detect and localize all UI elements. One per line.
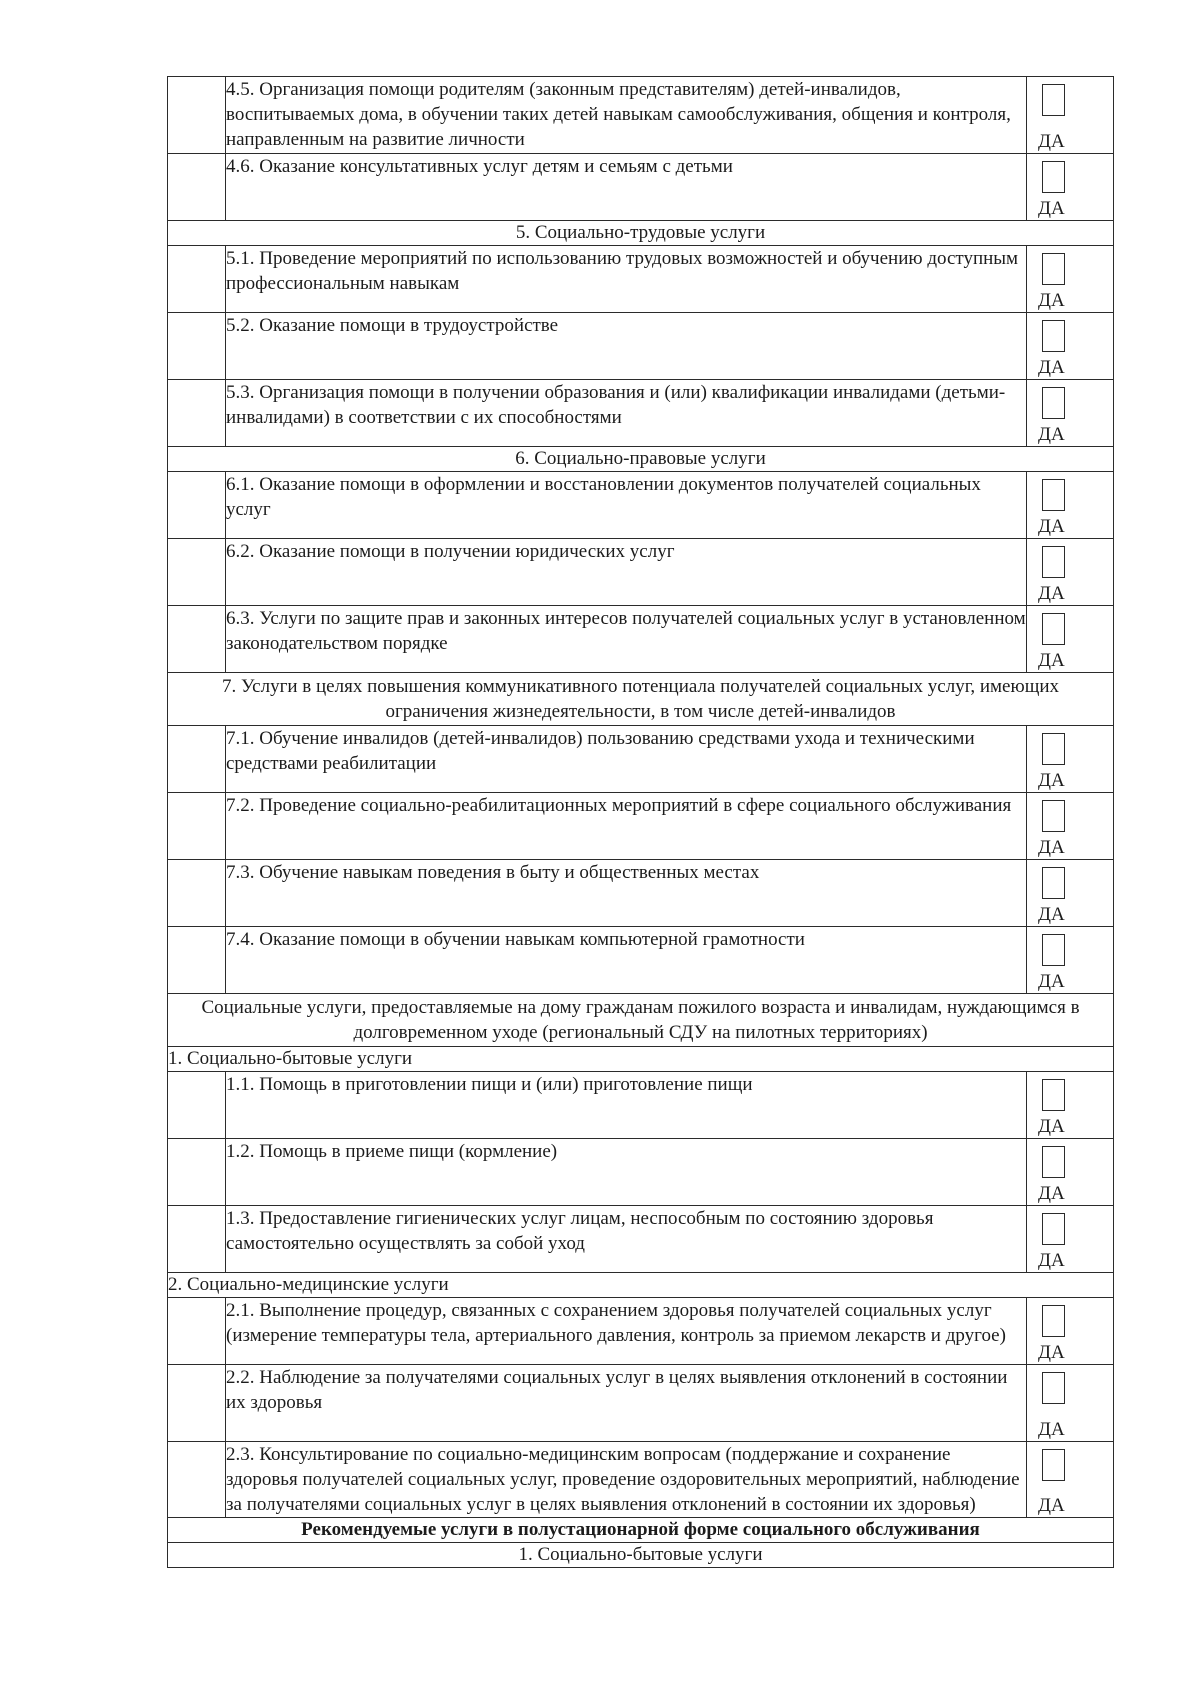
section-header-row [168, 221, 1114, 246]
yes-label: ДА [1038, 516, 1065, 537]
service-text: 1.2. Помощь в приеме пищи (кормление) [226, 1139, 1027, 1206]
yes-checkbox-cell[interactable] [1027, 726, 1114, 793]
service-text: 1.3. Предоставление гигиенических услуг лицам, неспособным по состоянию здоровья самостоятельно осуществлять за собой уход [226, 1206, 1027, 1273]
yes-checkbox[interactable] [1042, 161, 1065, 193]
row-number-cell [168, 539, 226, 606]
yes-checkbox-cell[interactable] [1027, 1206, 1114, 1273]
row-number-cell [168, 927, 226, 994]
yes-checkbox-cell[interactable] [1027, 539, 1114, 606]
service-row [168, 154, 1114, 221]
row-number-cell [168, 472, 226, 539]
section-header: 2. Социально-медицинские услуги [168, 1273, 1114, 1298]
service-text: 6.2. Оказание помощи в получении юридических услуг [226, 539, 1027, 606]
yes-label: ДА [1038, 650, 1065, 671]
row-number-cell [168, 1442, 226, 1518]
service-text: 5.2. Оказание помощи в трудоустройстве [226, 313, 1027, 380]
service-text: 5.1. Проведение мероприятий по использованию трудовых возможностей и обучению доступным профессиональным навыкам [226, 246, 1027, 313]
yes-label: ДА [1038, 290, 1065, 311]
service-row [168, 539, 1114, 606]
service-text: 4.6. Оказание консультативных услуг детям и семьям с детьми [226, 154, 1027, 221]
yes-label: ДА [1038, 971, 1065, 992]
section-header: 6. Социально-правовые услуги [168, 447, 1114, 472]
row-number-cell [168, 380, 226, 447]
service-row [168, 380, 1114, 447]
section-header: 7. Услуги в целях повышения коммуникативного потенциала получателей социальных услуг, имеющих ограничения жизнедеятельности, в том числе детей-инвалидов [168, 673, 1114, 726]
yes-checkbox-cell[interactable] [1027, 793, 1114, 860]
service-row [168, 1072, 1114, 1139]
yes-checkbox[interactable] [1042, 1372, 1065, 1404]
row-number-cell [168, 860, 226, 927]
yes-label: ДА [1038, 131, 1065, 152]
yes-checkbox-cell[interactable] [1027, 380, 1114, 447]
row-number-cell [168, 77, 226, 154]
yes-checkbox-cell[interactable] [1027, 927, 1114, 994]
yes-checkbox[interactable] [1042, 1079, 1065, 1111]
section-header: 5. Социально-трудовые услуги [168, 221, 1114, 246]
service-text: 5.3. Организация помощи в получении образования и (или) квалификации инвалидами (детьми-инвалидами) в соответствии с их способностями [226, 380, 1027, 447]
row-number-cell [168, 154, 226, 221]
section-header-row [168, 447, 1114, 472]
service-text: 1.1. Помощь в приготовлении пищи и (или) приготовление пищи [226, 1072, 1027, 1139]
section-header: Социальные услуги, предоставляемые на дому гражданам пожилого возраста и инвалидам, нуждающимся в долговременном уходе (региональный СДУ на пилотных территориях) [168, 994, 1114, 1047]
yes-checkbox[interactable] [1042, 800, 1065, 832]
row-number-cell [168, 313, 226, 380]
row-number-cell [168, 1365, 226, 1442]
yes-checkbox[interactable] [1042, 613, 1065, 645]
yes-checkbox-cell[interactable] [1027, 1442, 1114, 1518]
service-text: 2.1. Выполнение процедур, связанных с сохранением здоровья получателей социальных услуг (измерение температуры тела, артериального давления, контроль за приемом лекарств и другое) [226, 1298, 1027, 1365]
row-number-cell [168, 606, 226, 673]
yes-label: ДА [1038, 424, 1065, 445]
section-header-row [168, 1047, 1114, 1072]
service-row [168, 1365, 1114, 1442]
service-row [168, 793, 1114, 860]
row-number-cell [168, 1072, 226, 1139]
service-row [168, 1442, 1114, 1518]
yes-checkbox[interactable] [1042, 479, 1065, 511]
yes-checkbox[interactable] [1042, 84, 1065, 116]
yes-checkbox-cell[interactable] [1027, 1139, 1114, 1206]
section-header-row [168, 1273, 1114, 1298]
section-header: 1. Социально-бытовые услуги [168, 1543, 1114, 1568]
row-number-cell [168, 246, 226, 313]
row-number-cell [168, 793, 226, 860]
section-header-row [168, 994, 1114, 1047]
service-row [168, 927, 1114, 994]
yes-label: ДА [1038, 1419, 1065, 1440]
yes-checkbox[interactable] [1042, 733, 1065, 765]
yes-label: ДА [1038, 1342, 1065, 1363]
row-number-cell [168, 1139, 226, 1206]
yes-checkbox-cell[interactable] [1027, 472, 1114, 539]
row-number-cell [168, 726, 226, 793]
yes-label: ДА [1038, 198, 1065, 219]
section-header-row [168, 673, 1114, 726]
yes-label: ДА [1038, 1183, 1065, 1204]
yes-checkbox-cell[interactable] [1027, 1365, 1114, 1442]
service-text: 7.3. Обучение навыкам поведения в быту и общественных местах [226, 860, 1027, 927]
yes-checkbox[interactable] [1042, 546, 1065, 578]
service-row [168, 1298, 1114, 1365]
service-row [168, 1139, 1114, 1206]
service-row [168, 313, 1114, 380]
yes-checkbox[interactable] [1042, 1213, 1065, 1245]
service-row [168, 606, 1114, 673]
service-row [168, 472, 1114, 539]
section-header: 1. Социально-бытовые услуги [168, 1047, 1114, 1072]
services-form-table [167, 76, 1114, 1568]
service-text: 7.1. Обучение инвалидов (детей-инвалидов) пользованию средствами ухода и техническими средствами реабилитации [226, 726, 1027, 793]
yes-checkbox[interactable] [1042, 867, 1065, 899]
service-text: 4.5. Организация помощи родителям (законным представителям) детей-инвалидов, воспитываемых дома, в обучении таких детей навыкам самообслуживания, общения и контроля, направленным на развитие личности [226, 77, 1027, 154]
row-number-cell [168, 1298, 226, 1365]
yes-checkbox[interactable] [1042, 1146, 1065, 1178]
yes-checkbox[interactable] [1042, 387, 1065, 419]
yes-label: ДА [1038, 770, 1065, 791]
yes-checkbox-cell[interactable] [1027, 1298, 1114, 1365]
yes-checkbox[interactable] [1042, 1449, 1065, 1481]
yes-label: ДА [1038, 583, 1065, 604]
yes-checkbox-cell[interactable] [1027, 246, 1114, 313]
service-row [168, 860, 1114, 927]
service-row [168, 726, 1114, 793]
service-text: 7.2. Проведение социально-реабилитационных мероприятий в сфере социального обслуживания [226, 793, 1027, 860]
yes-checkbox-cell[interactable] [1027, 1072, 1114, 1139]
yes-checkbox-cell[interactable] [1027, 860, 1114, 927]
yes-label: ДА [1038, 1495, 1065, 1516]
service-text: 2.3. Консультирование по социально-медицинским вопросам (поддержание и сохранение здоровья получателей социальных услуг, проведение оздоровительных мероприятий, наблюдение за получателями социальных услуг в целях выявления отклонений в состоянии их здоровья) [226, 1442, 1027, 1518]
service-text: 6.1. Оказание помощи в оформлении и восстановлении документов получателей социальных услуг [226, 472, 1027, 539]
section-header-row [168, 1543, 1114, 1568]
yes-checkbox[interactable] [1042, 253, 1065, 285]
service-row [168, 77, 1114, 154]
yes-label: ДА [1038, 357, 1065, 378]
section-header-row [168, 1518, 1114, 1543]
service-text: 7.4. Оказание помощи в обучении навыкам компьютерной грамотности [226, 927, 1027, 994]
yes-checkbox-cell[interactable] [1027, 313, 1114, 380]
yes-checkbox-cell[interactable] [1027, 606, 1114, 673]
yes-checkbox[interactable] [1042, 1305, 1065, 1337]
yes-label: ДА [1038, 837, 1065, 858]
service-row [168, 1206, 1114, 1273]
service-text: 6.3. Услуги по защите прав и законных интересов получателей социальных услуг в установленном законодательством порядке [226, 606, 1027, 673]
yes-checkbox-cell[interactable] [1027, 77, 1114, 154]
yes-checkbox-cell[interactable] [1027, 154, 1114, 221]
row-number-cell [168, 1206, 226, 1273]
yes-label: ДА [1038, 1250, 1065, 1271]
yes-label: ДА [1038, 904, 1065, 925]
yes-checkbox[interactable] [1042, 934, 1065, 966]
yes-checkbox[interactable] [1042, 320, 1065, 352]
section-header: Рекомендуемые услуги в полустационарной форме социального обслуживания [168, 1518, 1114, 1543]
service-row [168, 246, 1114, 313]
yes-label: ДА [1038, 1116, 1065, 1137]
service-text: 2.2. Наблюдение за получателями социальных услуг в целях выявления отклонений в состоянии их здоровья [226, 1365, 1027, 1442]
